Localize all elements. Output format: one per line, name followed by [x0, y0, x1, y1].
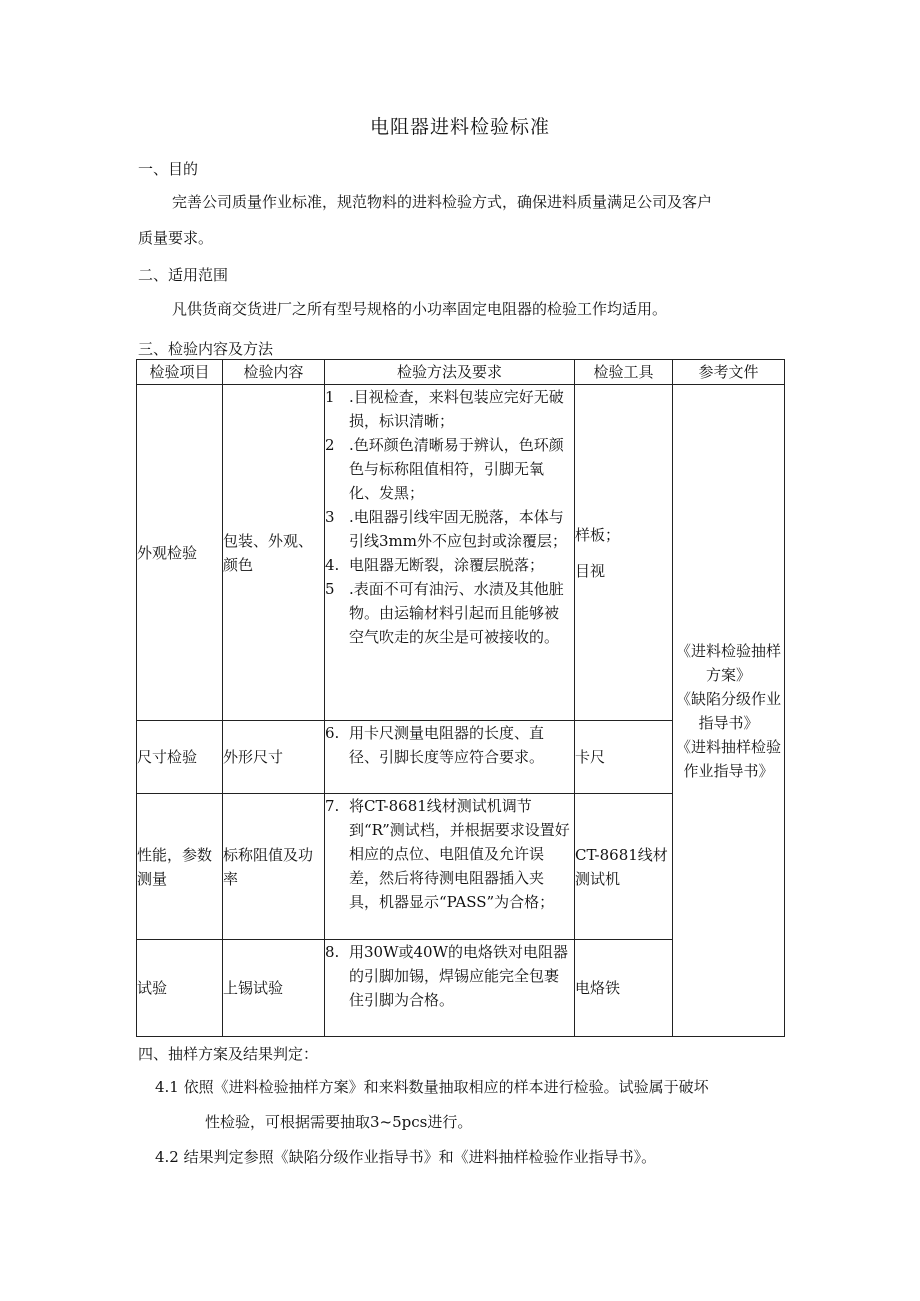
- section-1-text-line2: 质量要求。: [138, 229, 214, 247]
- header-tool: 检验工具: [575, 360, 673, 385]
- section-1-text-line1: 完善公司质量作业标准，规范物料的进料检验方式，确保进料质量满足公司及客户: [172, 193, 713, 211]
- row-size-tool: 卡尺: [575, 721, 673, 794]
- row-appearance-methods: [325, 385, 575, 721]
- section-4-p1-line1: 4.1 依照《进料检验抽样方案》和来料数量抽取相应的样本进行检验。试验属于破坏: [155, 1078, 709, 1096]
- row-size-item: 尺寸检验: [137, 721, 223, 794]
- row-performance-methods: [325, 794, 575, 940]
- row-appearance-content: 包装、外观、颜色: [223, 385, 325, 721]
- table-row: [137, 385, 785, 721]
- header-item: 检验项目: [137, 360, 223, 385]
- section-3-heading: 三、检验内容及方法: [138, 340, 274, 358]
- method-item: 1 .目视检查，来料包装应完好无破损，标识清晰；: [325, 388, 564, 430]
- row-test-item: 试验: [137, 940, 223, 1037]
- method-item: 4. 电阻器无断裂，涂覆层脱落；: [325, 556, 545, 574]
- method-item: 5 .表面不可有油污、水渍及其他脏物。由运输材料引起而且能够被空气吹走的灰尘是可被接收的。: [325, 580, 564, 646]
- row-size-content: 外形尺寸: [223, 721, 325, 794]
- row-test-methods: [325, 940, 575, 1037]
- reference-documents: [673, 385, 785, 1037]
- row-appearance-tool: 样板； 目视: [575, 385, 673, 721]
- header-method: 检验方法及要求: [325, 360, 575, 385]
- inspection-table: [136, 359, 785, 1037]
- method-item: 3 .电阻器引线牢固无脱落，本体与引线3mm外不应包封或涂覆层；: [325, 508, 567, 550]
- reference-doc: 《缺陷分级作业指导书》: [675, 689, 781, 732]
- section-2-heading: 二、适用范围: [138, 266, 229, 284]
- row-test-content: 上锡试验: [223, 940, 325, 1037]
- header-content: 检验内容: [223, 360, 325, 385]
- document-title: 电阻器进料检验标准: [369, 116, 550, 138]
- section-2-text: 凡供货商交货进厂之所有型号规格的小功率固定电阻器的检验工作均适用。: [172, 300, 668, 318]
- section-4-p1-line2: 性检验，可根据需要抽取3~5pcs进行。: [205, 1113, 473, 1131]
- method-item: 7. 将CT-8681线材测试机调节到“R”测试档，并根据要求设置好相应的点位、电阻值及允许误差，然后将待测电阻器插入夹具，机器显示“PASS”为合格；: [325, 797, 570, 911]
- row-size-methods: [325, 721, 575, 794]
- row-performance-item: 性能，参数测量: [137, 794, 223, 940]
- method-item: 6. 用卡尺测量电阻器的长度、直径、引脚长度等应符合要求。: [325, 724, 545, 766]
- row-appearance-item: 外观检验: [137, 385, 223, 721]
- reference-doc: 《进料检验抽样方案》: [675, 641, 781, 684]
- method-item: 2 .色环颜色清晰易于辨认，色环颜色与标称阻值相符，引脚无氧化、发黑；: [325, 436, 564, 502]
- section-1-heading: 一、目的: [138, 160, 199, 178]
- table-header-row: [137, 360, 785, 385]
- row-performance-tool: CT-8681线材测试机: [575, 794, 673, 940]
- method-item: 8. 用30W或40W的电烙铁对电阻器的引脚加锡，焊锡应能完全包裹住引脚为合格。: [325, 943, 569, 1009]
- header-reference: 参考文件: [673, 360, 785, 385]
- section-4-heading: 四、抽样方案及结果判定：: [138, 1045, 319, 1063]
- reference-doc: 《进料抽样检验作业指导书》: [675, 737, 781, 780]
- row-performance-content: 标称阻值及功率: [223, 794, 325, 940]
- row-test-tool: 电烙铁: [575, 940, 673, 1037]
- section-4-p2: 4.2 结果判定参照《缺陷分级作业指导书》和《进料抽样检验作业指导书》。: [155, 1148, 657, 1166]
